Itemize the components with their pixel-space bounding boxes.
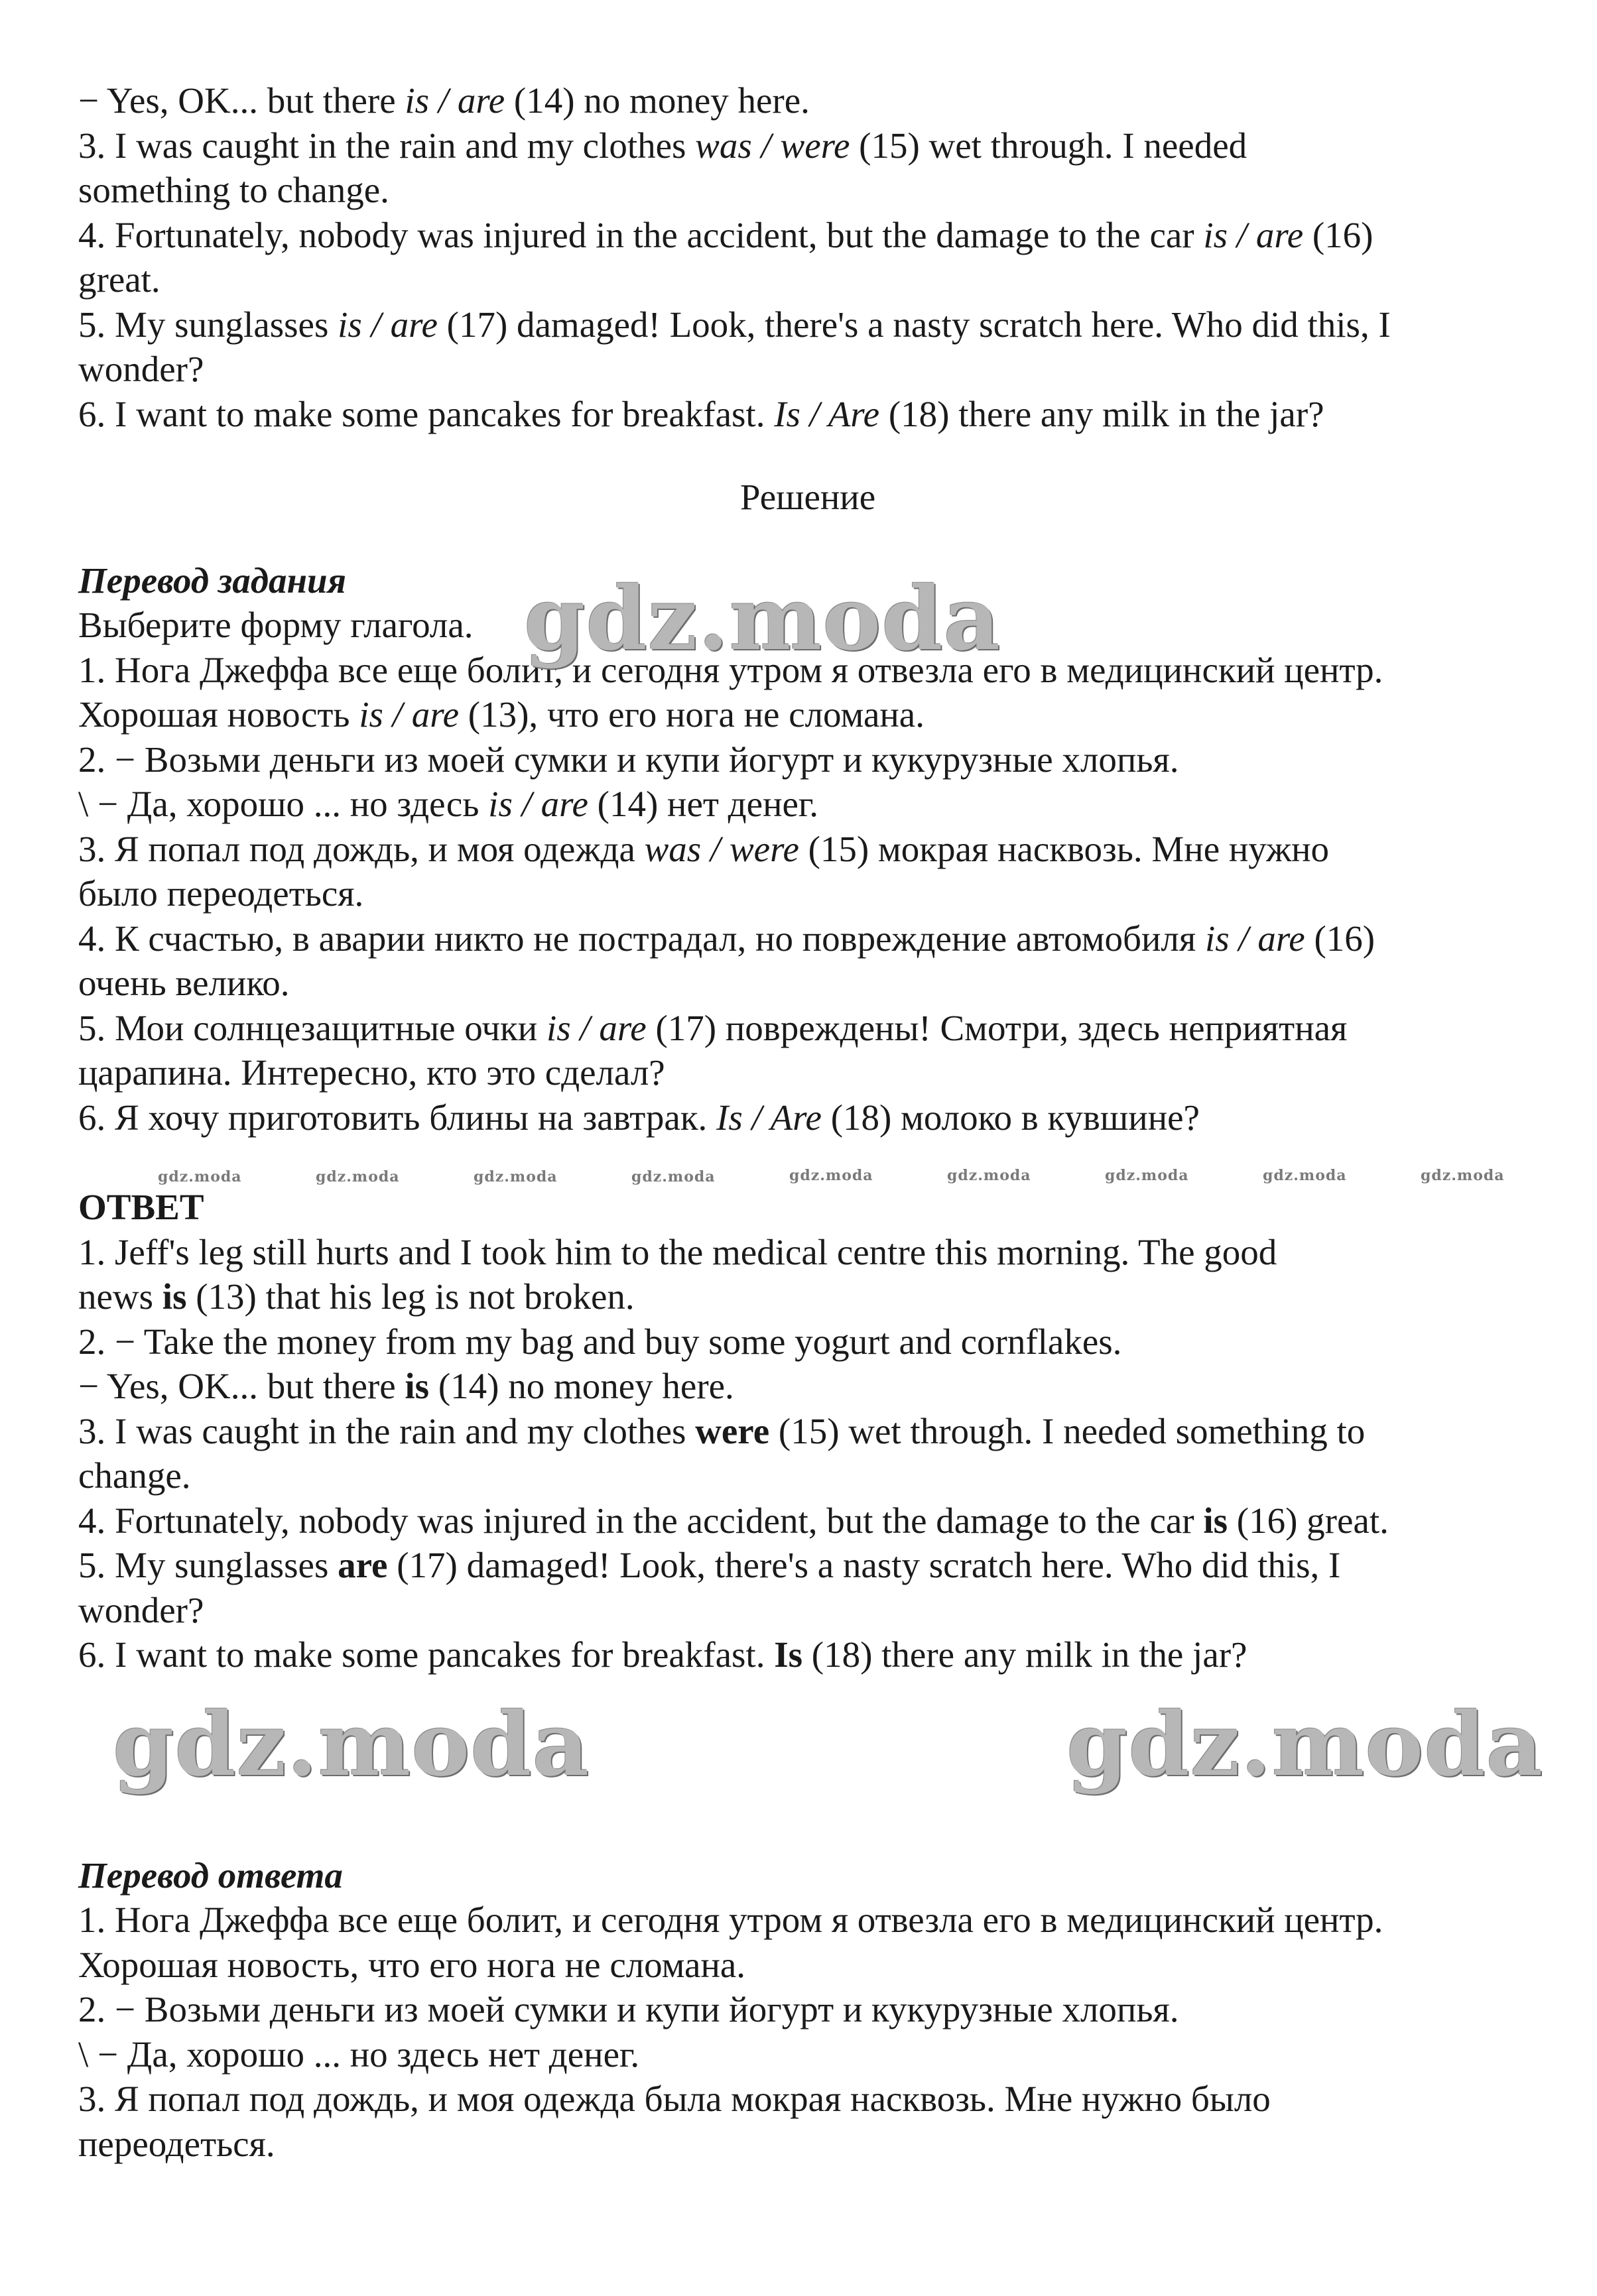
watermark-logo: gdz.moda <box>524 568 1001 670</box>
answer-line: wonder? <box>78 1589 204 1630</box>
watermark-small: gdz.moda <box>947 1167 1031 1184</box>
watermark-small: gdz.moda <box>316 1168 400 1185</box>
answer-line: 4. Fortunately, nobody was injured in the accident, but the damage to the car is (16) great. <box>78 1500 1389 1541</box>
task-line-17-cont: wonder? <box>78 349 204 389</box>
task-line-16-cont: great. <box>78 259 160 300</box>
answer-block <box>78 1185 1537 1677</box>
answer-translation-line: 2. − Возьми деньги из моей сумки и купи йогурт и кукурузные хлопья. <box>78 1989 1179 2029</box>
answer-translation-line: переодеться. <box>78 2123 275 2164</box>
translation-line: Хорошая новость is / are (13), что его нога не сломана. <box>78 694 925 735</box>
translation-line: 3. Я попал под дождь, и моя одежда was / were (15) мокрая насквозь. Мне нужно <box>78 828 1329 869</box>
answer-line: news is (13) that his leg is not broken. <box>78 1276 635 1317</box>
answer-translation-heading: Перевод ответа <box>78 1854 343 1896</box>
document-page <box>78 78 1537 2166</box>
translation-line: 1. Нога Джеффа все еще болит, и сегодня утром я отвезла его в медицинский центр. <box>78 649 1383 690</box>
answer-line: 2. − Take the money from my bag and buy some yogurt and cornflakes. <box>78 1321 1122 1362</box>
answer-translation-line: 1. Нога Джеффа все еще болит, и сегодня утром я отвезла его в медицинский центр. <box>78 1900 1383 1940</box>
answer-line: 1. Jeff's leg still hurts and I took him to the medical centre this morning. The good <box>78 1231 1277 1272</box>
watermark-small: gdz.moda <box>1105 1167 1189 1184</box>
translation-line: очень велико. <box>78 963 290 1003</box>
task-line-17: 5. My sunglasses is / are (17) damaged! Look, there's a nasty scratch here. Who did this, I <box>78 304 1391 345</box>
translation-line: \ − Да, хорошо ... но здесь is / are (14) нет денег. <box>78 784 819 824</box>
watermark-small: gdz.moda <box>789 1167 873 1184</box>
task-line-14: − Yes, OK... but there is / are (14) no money here. <box>78 80 810 121</box>
watermark-small: gdz.moda <box>1421 1167 1505 1184</box>
task-line-15-cont: something to change. <box>78 170 389 210</box>
translation-line: было переодеться. <box>78 873 364 914</box>
task-tail <box>78 78 1537 436</box>
answer-line: 5. My sunglasses are (17) damaged! Look, there's a nasty scratch here. Who did this, I <box>78 1545 1341 1585</box>
answer-line: − Yes, OK... but there is (14) no money here. <box>78 1366 734 1406</box>
translation-line: 6. Я хочу приготовить блины на завтрак. Is / Are (18) молоко в кувшине? <box>78 1097 1200 1138</box>
answer-translation-line: 3. Я попал под дождь, и моя одежда была мокрая насквозь. Мне нужно было <box>78 2079 1271 2119</box>
translation-line: Выберите форму глагола. <box>78 605 474 645</box>
watermark-small: gdz.moda <box>631 1168 716 1185</box>
answer-translation <box>78 1853 1537 2167</box>
answer-line: 3. I was caught in the rain and my clothes were (15) wet through. I needed something to <box>78 1410 1366 1451</box>
task-line-15: 3. I was caught in the rain and my clothes was / were (15) wet through. I needed <box>78 125 1247 166</box>
answer-translation-line: Хорошая новость, что его нога не сломана. <box>78 1944 746 1985</box>
translation-line: 5. Мои солнцезащитные очки is / are (17) повреждены! Смотри, здесь неприятная <box>78 1007 1348 1048</box>
task-line-16: 4. Fortunately, nobody was injured in the accident, but the damage to the car is / are (16) <box>78 214 1373 255</box>
watermark-small: gdz.moda <box>158 1168 242 1185</box>
answer-line: 6. I want to make some pancakes for breakfast. Is (18) there any milk in the jar? <box>78 1634 1247 1675</box>
watermark-logo: gdz.moda <box>1066 1693 1544 1796</box>
answer-line: change. <box>78 1455 191 1496</box>
translation-line: царапина. Интересно, кто это сделал? <box>78 1052 665 1093</box>
task-translation-heading: Перевод задания <box>78 560 346 601</box>
translation-line: 4. К счастью, в аварии никто не пострадал, но повреждение автомобиля is / are (16) <box>78 918 1375 959</box>
solution-label: Решение <box>739 477 876 517</box>
watermark-logo: gdz.moda <box>113 1693 590 1796</box>
answer-translation-line: \ − Да, хорошо ... но здесь нет денег. <box>78 2033 640 2075</box>
task-line-18: 6. I want to make some pancakes for breakfast. Is / Are (18) there any milk in the jar? <box>78 393 1324 434</box>
watermark-small: gdz.moda <box>1263 1167 1347 1184</box>
answer-heading: ОТВЕТ <box>78 1187 204 1227</box>
watermark-small: gdz.moda <box>474 1168 558 1185</box>
translation-line: 2. − Возьми деньги из моей сумки и купи йогурт и кукурузные хлопья. <box>78 739 1179 780</box>
